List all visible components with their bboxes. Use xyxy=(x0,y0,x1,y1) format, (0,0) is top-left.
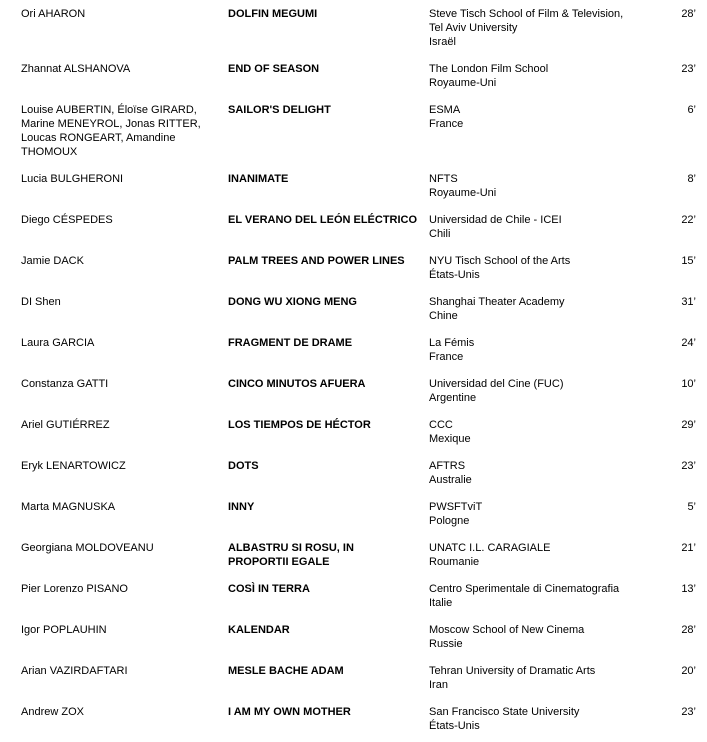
director-name-line: Jamie DACK xyxy=(21,255,84,267)
film-title xyxy=(228,377,429,405)
film-title xyxy=(228,103,429,159)
director-name-line: Georgiana MOLDOVEANU xyxy=(21,542,154,554)
film-row xyxy=(21,705,696,733)
duration: 20’ xyxy=(681,665,696,677)
director-name xyxy=(21,377,228,405)
film-row xyxy=(21,459,696,487)
director-name-line: Pier Lorenzo PISANO xyxy=(21,583,128,595)
duration: 13’ xyxy=(681,583,696,595)
film-row xyxy=(21,541,696,569)
school-name-line: San Francisco State University xyxy=(429,706,580,718)
film-title xyxy=(228,254,429,282)
film-row xyxy=(21,7,696,49)
director-name-line: Marta MAGNUSKA xyxy=(21,501,116,513)
film-title-line: SAILOR'S DELIGHT xyxy=(228,104,331,116)
film-row xyxy=(21,62,696,90)
film-title-line: DOLFIN MEGUMI xyxy=(228,8,318,20)
film-title-line: DONG WU XIONG MENG xyxy=(228,296,357,308)
school-and-country xyxy=(429,500,656,528)
director-name-line: Ori AHARON xyxy=(21,8,86,20)
school-and-country xyxy=(429,582,656,610)
director-name-line: Eryk LENARTOWICZ xyxy=(21,460,126,472)
school-and-country xyxy=(429,295,656,323)
film-row xyxy=(21,377,696,405)
school-and-country xyxy=(429,705,656,733)
director-name-line: Loucas RONGEART, Amandine xyxy=(21,132,176,144)
film-row xyxy=(21,295,696,323)
country: Mexique xyxy=(429,433,471,445)
film-title-line: INANIMATE xyxy=(228,173,289,185)
school-name-line: Tehran University of Dramatic Arts xyxy=(429,665,596,677)
duration: 28’ xyxy=(681,8,696,20)
director-name xyxy=(21,664,228,692)
school-name-line: AFTRS xyxy=(429,460,466,472)
school-name-line: ESMA xyxy=(429,104,461,116)
school-and-country xyxy=(429,172,656,200)
film-title-line: DOTS xyxy=(228,460,259,472)
country: États-Unis xyxy=(429,720,480,732)
director-name xyxy=(21,295,228,323)
duration: 23’ xyxy=(681,706,696,718)
country: France xyxy=(429,118,464,130)
duration: 10’ xyxy=(681,378,696,390)
duration: 8’ xyxy=(687,173,696,185)
film-title xyxy=(228,7,429,49)
country: Israël xyxy=(429,36,456,48)
school-name-line: UNATC I.L. CARAGIALE xyxy=(429,542,551,554)
country: Russie xyxy=(429,638,463,650)
film-row xyxy=(21,623,696,651)
school-and-country xyxy=(429,377,656,405)
director-name-line: Andrew ZOX xyxy=(21,706,84,718)
film-row xyxy=(21,213,696,241)
director-name xyxy=(21,705,228,733)
film-title xyxy=(228,213,429,241)
school-and-country xyxy=(429,418,656,446)
film-title-line: LOS TIEMPOS DE HÉCTOR xyxy=(228,419,371,431)
film-row xyxy=(21,500,696,528)
school-name-line: Tel Aviv University xyxy=(429,22,518,34)
film-title-line: ALBASTRU SI ROSU, IN xyxy=(228,542,354,554)
country: États-Unis xyxy=(429,269,480,281)
film-title xyxy=(228,500,429,528)
school-and-country xyxy=(429,623,656,651)
duration: 29’ xyxy=(681,419,696,431)
school-and-country xyxy=(429,336,656,364)
film-title xyxy=(228,541,429,569)
film-title-line: END OF SEASON xyxy=(228,63,320,75)
country: Royaume-Uni xyxy=(429,187,497,199)
country: Pologne xyxy=(429,515,470,527)
duration: 15’ xyxy=(681,255,696,267)
film-title-line: MESLE BACHE ADAM xyxy=(228,665,344,677)
duration: 6’ xyxy=(687,104,696,116)
director-name-line: Laura GARCIA xyxy=(21,337,95,349)
school-and-country xyxy=(429,254,656,282)
director-name xyxy=(21,172,228,200)
director-name-line: Marine MENEYROL, Jonas RITTER, xyxy=(21,118,201,130)
film-title xyxy=(228,459,429,487)
director-name-line: Arian VAZIRDAFTARI xyxy=(21,665,128,677)
country: Roumanie xyxy=(429,556,480,568)
film-title-line: FRAGMENT DE DRAME xyxy=(228,337,353,349)
duration: 23’ xyxy=(681,63,696,75)
duration: 31’ xyxy=(681,296,696,308)
film-row xyxy=(21,254,696,282)
film-title-line: PALM TREES AND POWER LINES xyxy=(228,255,405,267)
director-name xyxy=(21,103,228,159)
school-and-country xyxy=(429,103,656,159)
school-and-country xyxy=(429,7,656,49)
director-name-line: THOMOUX xyxy=(21,146,78,158)
country: Italie xyxy=(429,597,453,609)
director-name xyxy=(21,254,228,282)
duration: 28’ xyxy=(681,624,696,636)
film-title-line: KALENDAR xyxy=(228,624,290,636)
director-name-line: Lucia BULGHERONI xyxy=(21,173,124,185)
school-name-line: Shanghai Theater Academy xyxy=(429,296,565,308)
school-and-country xyxy=(429,541,656,569)
film-title xyxy=(228,623,429,651)
film-title xyxy=(228,705,429,733)
director-name xyxy=(21,541,228,569)
film-title-line: COSÌ IN TERRA xyxy=(228,583,310,595)
school-name-line: Moscow School of New Cinema xyxy=(429,624,585,636)
director-name xyxy=(21,459,228,487)
school-and-country xyxy=(429,664,656,692)
duration: 24’ xyxy=(681,337,696,349)
director-name xyxy=(21,623,228,651)
film-row xyxy=(21,418,696,446)
film-row xyxy=(21,664,696,692)
film-row xyxy=(21,172,696,200)
director-name-line: DI Shen xyxy=(21,296,61,308)
director-name xyxy=(21,7,228,49)
school-name-line: Centro Sperimentale di Cinematografia xyxy=(429,583,620,595)
country: France xyxy=(429,351,464,363)
film-title xyxy=(228,295,429,323)
film-title-line: INNY xyxy=(228,501,255,513)
film-title xyxy=(228,172,429,200)
school-name-line: The London Film School xyxy=(429,63,549,75)
school-name-line: CCC xyxy=(429,419,453,431)
film-title-line: EL VERANO DEL LEÓN ELÉCTRICO xyxy=(228,214,418,226)
film-title-line: I AM MY OWN MOTHER xyxy=(228,706,351,718)
film-row xyxy=(21,103,696,159)
school-and-country xyxy=(429,459,656,487)
film-title-line: PROPORTII EGALE xyxy=(228,556,330,568)
director-name-line: Constanza GATTI xyxy=(21,378,109,390)
school-name-line: NFTS xyxy=(429,173,458,185)
director-name xyxy=(21,62,228,90)
film-title-line: CINCO MINUTOS AFUERA xyxy=(228,378,366,390)
duration: 23’ xyxy=(681,460,696,472)
film-title xyxy=(228,418,429,446)
director-name-line: Diego CÉSPEDES xyxy=(21,214,113,226)
school-and-country xyxy=(429,213,656,241)
director-name-line: Igor POPLAUHIN xyxy=(21,624,107,636)
duration: 22’ xyxy=(681,214,696,226)
film-title xyxy=(228,62,429,90)
director-name xyxy=(21,500,228,528)
film-row xyxy=(21,582,696,610)
director-name xyxy=(21,582,228,610)
school-name-line: NYU Tisch School of the Arts xyxy=(429,255,571,267)
director-name xyxy=(21,418,228,446)
country: Argentine xyxy=(429,392,477,404)
country: Chili xyxy=(429,228,451,240)
school-name-line: Universidad de Chile - ICEI xyxy=(429,214,562,226)
film-title xyxy=(228,582,429,610)
country: Royaume-Uni xyxy=(429,77,497,89)
duration: 21’ xyxy=(681,542,696,554)
film-title xyxy=(228,664,429,692)
director-name xyxy=(21,213,228,241)
school-name-line: La Fémis xyxy=(429,337,475,349)
director-name xyxy=(21,336,228,364)
film-title xyxy=(228,336,429,364)
film-row xyxy=(21,336,696,364)
country: Iran xyxy=(429,679,448,691)
duration: 5’ xyxy=(687,501,696,513)
school-name-line: Steve Tisch School of Film & Television, xyxy=(429,8,624,20)
director-name-line: Zhannat ALSHANOVA xyxy=(21,63,131,75)
director-name-line: Ariel GUTIÉRREZ xyxy=(21,419,110,431)
country: Chine xyxy=(429,310,458,322)
school-name-line: PWSFTviT xyxy=(429,501,483,513)
school-name-line: Universidad del Cine (FUC) xyxy=(429,378,564,390)
director-name-line: Louise AUBERTIN, Éloïse GIRARD, xyxy=(21,104,197,116)
school-and-country xyxy=(429,62,656,90)
country: Australie xyxy=(429,474,472,486)
